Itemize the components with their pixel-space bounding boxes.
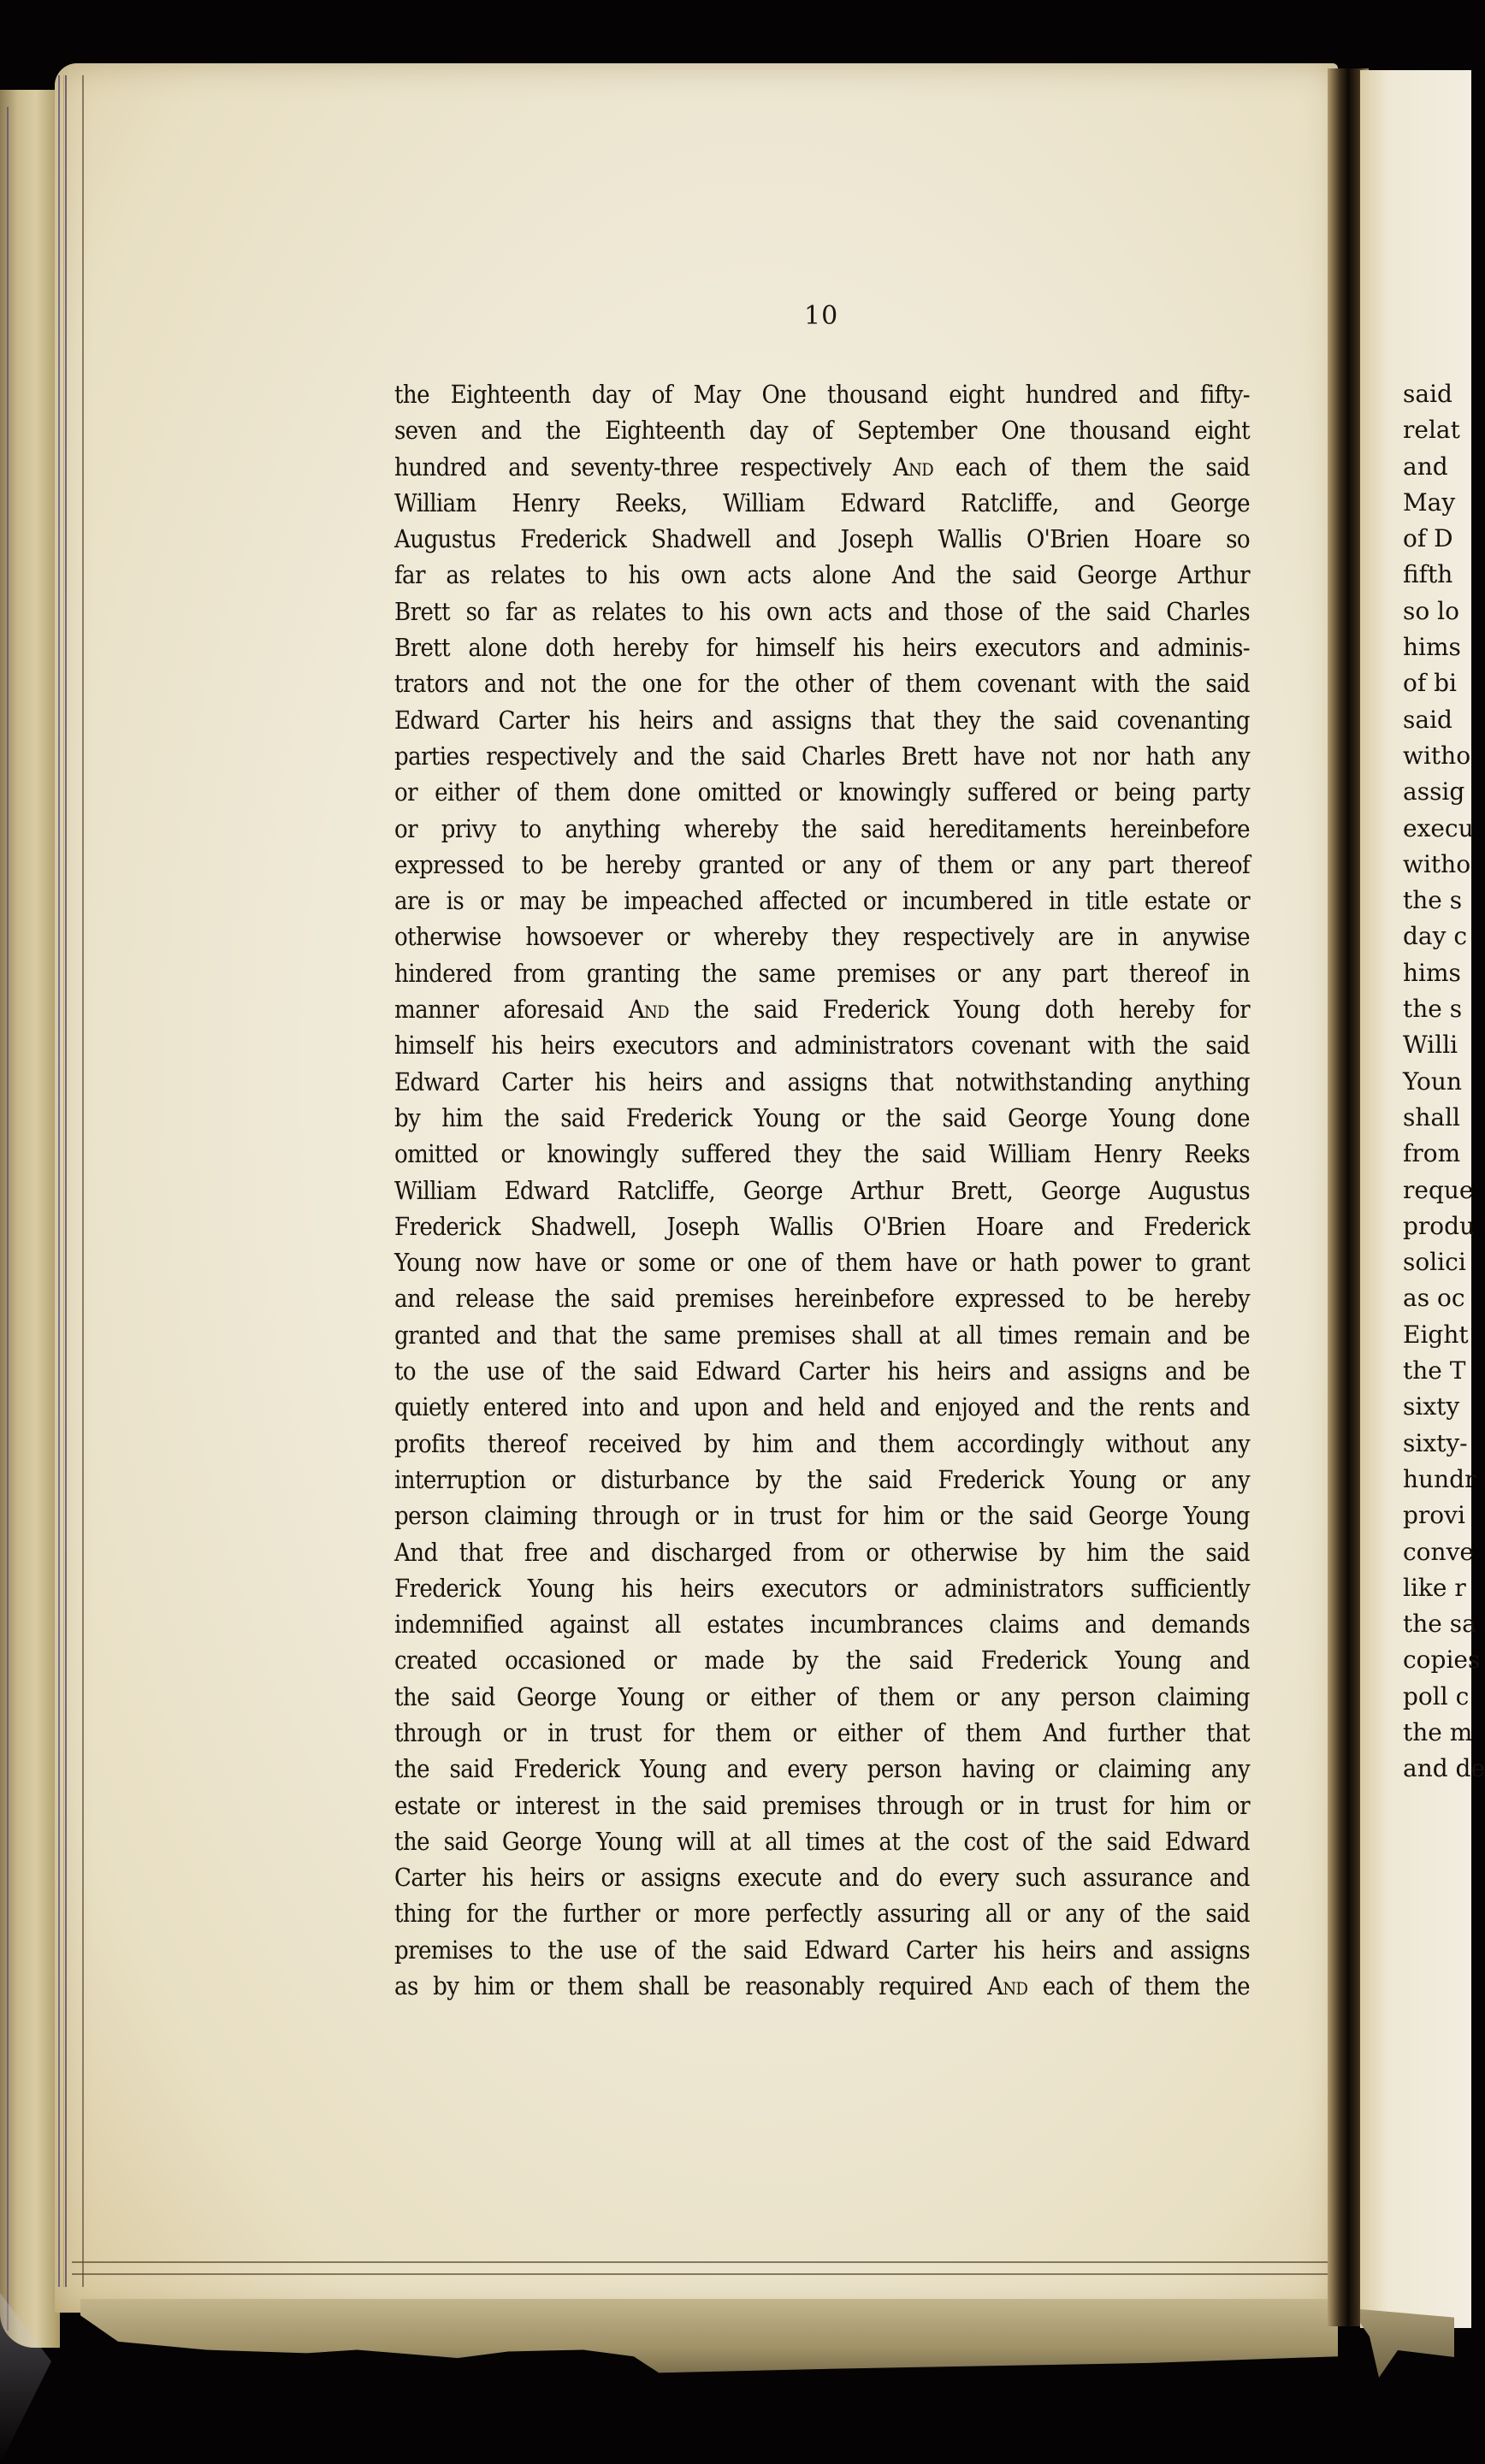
text-line-segment: hundred and seventy-three respectively bbox=[394, 452, 893, 482]
next-page-fragment: May bbox=[1403, 487, 1456, 517]
next-page-fragment: produ bbox=[1403, 1211, 1476, 1240]
next-page-fragment: the s bbox=[1403, 995, 1463, 1024]
next-page-fragment: witho bbox=[1403, 849, 1471, 878]
next-page-fragment: sixty bbox=[1403, 1392, 1460, 1421]
text-line-segment: each of them the said bbox=[933, 452, 1250, 482]
text-line: parties respectively and the said Charles Brett have not nor hath any bbox=[394, 741, 1250, 771]
text-line-segment: the said Frederick Young doth hereby for bbox=[668, 995, 1250, 1025]
next-page-fragment: hims bbox=[1403, 633, 1461, 662]
text-line: hindered from granting the same premises or any part thereof in bbox=[394, 958, 1250, 988]
next-page-fragment: reque bbox=[1403, 1175, 1474, 1204]
torn-page-bottom-edge bbox=[80, 2299, 1338, 2381]
next-page-fragment: poll c bbox=[1403, 1681, 1470, 1711]
next-page-fragment: the T bbox=[1403, 1356, 1466, 1386]
next-page-fragment: of D bbox=[1403, 524, 1453, 553]
next-page-fragment: fifth bbox=[1403, 560, 1453, 589]
text-line: Frederick Shadwell, Joseph Wallis O'Brien Hoare and Frederick bbox=[394, 1211, 1250, 1241]
text-line: Carter his heirs or assigns execute and do every such assurance and bbox=[394, 1863, 1250, 1893]
text-line: person claiming through or in trust for him or the said George Young bbox=[394, 1501, 1250, 1531]
text-line: otherwise howsoever or whereby they respectively are in anywise bbox=[394, 922, 1250, 952]
next-page-fragment: said bbox=[1403, 380, 1452, 408]
text-line bbox=[394, 449, 1250, 485]
text-line: trators and not the one for the other of them covenant with the said bbox=[394, 669, 1250, 699]
next-page-fragment: provi bbox=[1403, 1501, 1465, 1530]
text-line: to the use of the said Edward Carter his heirs and assigns and be bbox=[394, 1356, 1250, 1386]
text-line: William Edward Ratcliffe, George Arthur Brett, George Augustus bbox=[394, 1175, 1250, 1205]
next-page-fragment: hundr bbox=[1403, 1464, 1476, 1493]
next-page-text-fragments bbox=[1403, 376, 1485, 1787]
text-line: created occasioned or made by the said Frederick Young and bbox=[394, 1646, 1250, 1675]
text-line: Augustus Frederick Shadwell and Joseph Wallis O'Brien Hoare so bbox=[394, 524, 1250, 554]
next-page-fragment: execu bbox=[1403, 813, 1474, 842]
next-page-fragment: so lo bbox=[1403, 596, 1459, 625]
text-line: Brett so far as relates to his own acts and those of the said Charles bbox=[394, 596, 1250, 626]
text-line: Edward Carter his heirs and assigns that notwithstanding anything bbox=[394, 1067, 1250, 1096]
text-line: Young now have or some or one of them have or hath power to grant bbox=[394, 1248, 1250, 1278]
small-caps-and: And bbox=[628, 995, 669, 1025]
text-line-segment: manner aforesaid bbox=[394, 995, 629, 1025]
text-line: and release the said premises hereinbefore expressed to be hereby bbox=[394, 1284, 1250, 1314]
text-line: the said Frederick Young and every person having or claiming any bbox=[394, 1754, 1250, 1784]
next-page-fragment: Eight bbox=[1403, 1320, 1469, 1349]
next-page-fragment: sixty- bbox=[1403, 1428, 1468, 1457]
text-line: Edward Carter his heirs and assigns that they the said covenanting bbox=[394, 705, 1250, 735]
next-page-fragment: shall bbox=[1403, 1102, 1461, 1132]
page-body-text bbox=[394, 376, 1250, 2004]
text-line: are is or may be impeached affected or incumbered in title estate or bbox=[394, 886, 1250, 916]
text-line-segment: as by him or them shall be reasonably required bbox=[394, 1971, 988, 2001]
text-line: estate or interest in the said premises through or in trust for him or bbox=[394, 1790, 1250, 1820]
text-line: or privy to anything whereby the said hereditaments hereinbefore bbox=[394, 813, 1250, 843]
next-page-fragment: the m bbox=[1403, 1717, 1473, 1746]
page-edge-rule-inner bbox=[58, 75, 64, 2287]
next-page-fragment: the s bbox=[1403, 886, 1463, 915]
next-page-fragment: and bbox=[1403, 452, 1448, 481]
text-line: premises to the use of the said Edward Carter his heirs and assigns bbox=[394, 1935, 1250, 1965]
text-line: the said George Young or either of them or any person claiming bbox=[394, 1681, 1250, 1711]
text-line-segment: each of them the bbox=[1027, 1971, 1250, 2001]
right-page-torn-edge bbox=[1360, 2309, 1454, 2378]
text-line: omitted or knowingly suffered they the said William Henry Reeks bbox=[394, 1139, 1250, 1169]
next-page-fragment: of bi bbox=[1403, 669, 1457, 698]
text-line bbox=[394, 1968, 1250, 2004]
next-page-fragment: conve bbox=[1403, 1537, 1474, 1566]
next-page-fragment: assig bbox=[1403, 777, 1465, 807]
text-line: expressed to be hereby granted or any of them or any part thereof bbox=[394, 849, 1250, 879]
next-page-fragment: hims bbox=[1403, 958, 1461, 987]
text-line: seven and the Eighteenth day of September One thousand eight bbox=[394, 416, 1250, 446]
text-line: granted and that the same premises shall at all times remain and be bbox=[394, 1320, 1250, 1350]
text-line: himself his heirs executors and administrators covenant with the said bbox=[394, 1031, 1250, 1061]
next-page-fragment: like r bbox=[1403, 1573, 1466, 1602]
text-line: And that free and discharged from or otherwise by him the said bbox=[394, 1537, 1250, 1567]
small-caps-and: And bbox=[987, 1971, 1028, 2001]
page-bottom-rule bbox=[72, 2261, 1338, 2275]
next-page-fragment: Youn bbox=[1403, 1067, 1462, 1096]
text-line: interruption or disturbance by the said Frederick Young or any bbox=[394, 1464, 1250, 1494]
text-line: through or in trust for them or either of them And further that bbox=[394, 1717, 1250, 1747]
text-line: indemnified against all estates incumbrances claims and demands bbox=[394, 1610, 1250, 1640]
text-line: or either of them done omitted or knowingly suffered or being party bbox=[394, 777, 1250, 807]
page-number: 10 bbox=[804, 301, 839, 331]
text-line: profits thereof received by him and them accordingly without any bbox=[394, 1428, 1250, 1458]
text-line: William Henry Reeks, William Edward Ratcliffe, and George bbox=[394, 487, 1250, 517]
next-page-fragment: the sa bbox=[1403, 1610, 1476, 1639]
next-page-fragment: copies bbox=[1403, 1646, 1481, 1675]
next-page-fragment: Willi bbox=[1403, 1031, 1458, 1060]
text-line: thing for the further or more perfectly assuring all or any of the said bbox=[394, 1899, 1250, 1929]
page-edge-rule bbox=[65, 75, 84, 2287]
text-line bbox=[394, 991, 1250, 1027]
text-line: the said George Young will at all times at the cost of the said Edward bbox=[394, 1826, 1250, 1856]
text-line: the Eighteenth day of May One thousand eight hundred and fifty- bbox=[394, 380, 1250, 409]
next-page-fragment: said bbox=[1403, 705, 1452, 734]
next-page-fragment: solici bbox=[1403, 1248, 1466, 1277]
text-line: by him the said Frederick Young or the said George Young done bbox=[394, 1102, 1250, 1132]
next-page-fragment: day c bbox=[1403, 922, 1468, 951]
text-line: Frederick Young his heirs executors or administrators sufficiently bbox=[394, 1573, 1250, 1603]
text-line: far as relates to his own acts alone And the said George Arthur bbox=[394, 560, 1250, 590]
next-page-fragment: relat bbox=[1403, 416, 1460, 445]
next-page-fragment: witho bbox=[1403, 741, 1471, 770]
book-binding-edge bbox=[0, 90, 60, 2348]
next-page-fragment: and de bbox=[1403, 1754, 1485, 1783]
small-caps-and: And bbox=[892, 452, 934, 482]
next-page-fragment: from bbox=[1403, 1139, 1461, 1168]
next-page-fragment: as oc bbox=[1403, 1284, 1465, 1313]
text-line: Brett alone doth hereby for himself his heirs executors and adminis- bbox=[394, 633, 1250, 663]
text-line: quietly entered into and upon and held and enjoyed and the rents and bbox=[394, 1392, 1250, 1422]
